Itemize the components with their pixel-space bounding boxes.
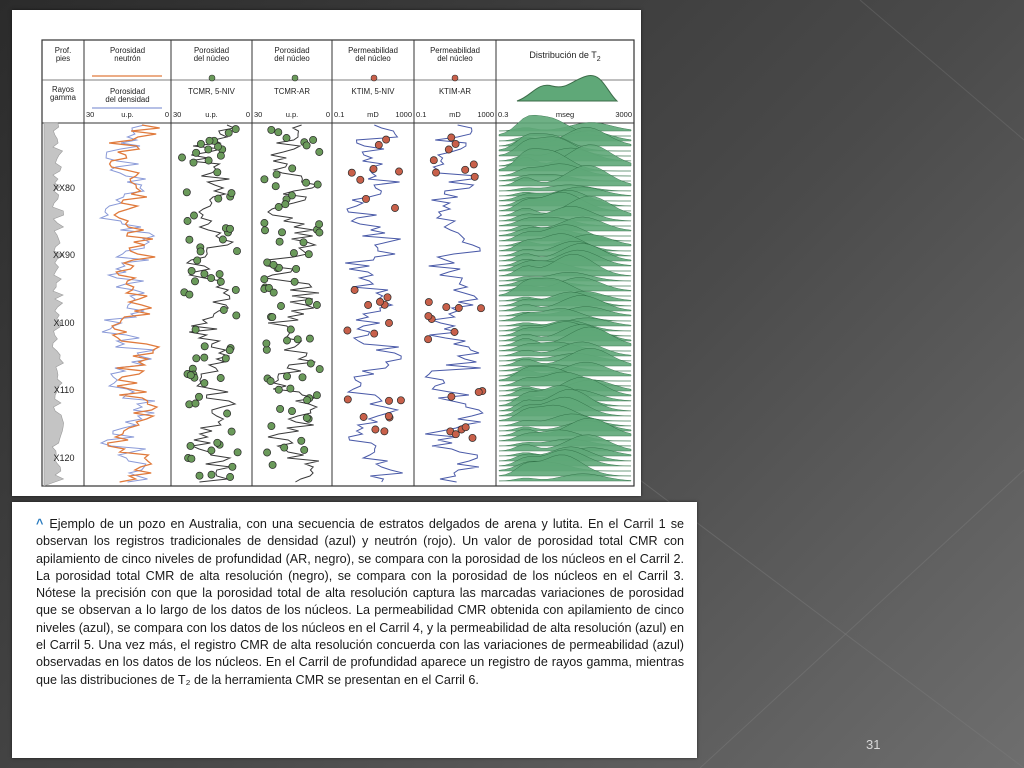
core-permeability-point: [443, 304, 450, 311]
core-permeability-point: [448, 134, 455, 141]
track-title: pies: [55, 54, 71, 63]
core-permeability-point: [425, 313, 432, 320]
track-title: del núcleo: [355, 54, 391, 63]
scale-min: 30: [254, 110, 263, 119]
scale-unit: u.p.: [285, 110, 299, 119]
core-porosity-point: [229, 463, 236, 470]
slide-number: 31: [866, 737, 881, 752]
core-porosity-point: [307, 360, 314, 367]
core-permeability-point: [391, 204, 398, 211]
core-porosity-point: [228, 428, 235, 435]
core-porosity-point: [192, 326, 199, 333]
track-title: Permeabilidad: [348, 46, 398, 55]
core-porosity-point: [281, 444, 288, 451]
depth-label: X110: [53, 385, 75, 395]
core-porosity-point: [232, 286, 239, 293]
core-permeability-point: [362, 195, 369, 202]
core-porosity-point: [214, 169, 221, 176]
core-permeability-point: [448, 393, 455, 400]
scale-max: 0: [325, 110, 330, 119]
core-porosity-point: [193, 355, 200, 362]
scale-unit: mD: [449, 110, 461, 119]
t2-distribution-icon: [517, 75, 617, 101]
scale-unit: u.p.: [205, 110, 218, 119]
core-porosity-point: [178, 154, 185, 161]
track-title: Prof.: [54, 46, 72, 55]
core-porosity-point: [205, 157, 212, 164]
core-porosity-point: [217, 152, 224, 159]
core-legend-dot: [371, 75, 377, 81]
core-permeability-point: [451, 328, 458, 335]
core-porosity-point: [294, 336, 301, 343]
track-subtitle: del densidad: [105, 95, 150, 104]
track-subtitle: TCMR, 5-NIV: [188, 87, 235, 96]
core-legend-dot: [292, 75, 298, 81]
core-permeability-point: [425, 336, 432, 343]
core-porosity-point: [275, 386, 282, 393]
core-porosity-point: [219, 236, 226, 243]
core-porosity-point: [263, 340, 270, 347]
core-permeability-point: [385, 319, 392, 326]
core-porosity-point: [201, 343, 208, 350]
core-porosity-point: [225, 129, 232, 136]
track-title: Porosidad: [109, 46, 146, 55]
track-subtitle: Porosidad: [109, 87, 146, 96]
scale-min: 0.1: [416, 110, 427, 119]
core-porosity-point: [268, 126, 275, 133]
core-permeability-point: [425, 299, 432, 306]
core-porosity-point: [304, 397, 311, 404]
track-subtitle: TCMR-AR: [274, 87, 310, 96]
core-porosity-point: [303, 179, 310, 186]
core-permeability-point: [470, 161, 477, 168]
core-permeability-point: [384, 294, 391, 301]
core-porosity-point: [227, 473, 234, 480]
track-subtitle: Rayos: [51, 85, 75, 94]
core-porosity-point: [228, 190, 235, 197]
core-porosity-point: [316, 366, 323, 373]
core-porosity-point: [205, 146, 212, 153]
core-permeability-point: [469, 434, 476, 441]
core-porosity-point: [277, 302, 284, 309]
scale-max: 1000: [395, 110, 412, 119]
core-porosity-point: [184, 217, 191, 224]
core-porosity-point: [313, 392, 320, 399]
depth-label: X100: [53, 318, 75, 328]
core-porosity-point: [278, 229, 285, 236]
core-porosity-point: [196, 472, 203, 479]
core-porosity-point: [269, 314, 276, 321]
neutron-curve: [108, 125, 160, 482]
core-permeability-point: [445, 146, 452, 153]
core-porosity-point: [226, 225, 233, 232]
core-porosity-point: [220, 306, 227, 313]
core-legend-dot: [452, 75, 458, 81]
scale-unit: u.p.: [121, 110, 134, 119]
core-porosity-point: [288, 408, 295, 415]
core-porosity-point: [275, 203, 282, 210]
core-permeability-point: [452, 431, 459, 438]
core-porosity-point: [261, 227, 268, 234]
core-porosity-point: [217, 278, 224, 285]
core-porosity-point: [291, 278, 298, 285]
caption-body: Ejemplo de un pozo en Australia, con una secuencia de estratos delgados de arena y lutita. En el Carril 1 se observan los registros tradicionales de densidad (azul) y neutrón (rojo). Un valor de porosidad total CMR con apilamiento de cinco niveles de profundidad (AR, negro), se compara con la porosidad de los núcleos en el Carril 2. La porosidad total CMR de alta resolución (negro), se compara con la porosidad de los núcleos en el Carril 3. Nótese la precisión con que la porosidad total de alta resolución captura las marcadas variaciones de porosidad que se observan a lo largo de los datos de los núcleos. La permeabilidad CMR obtenida con apilamiento de cinco niveles (azul), se compara con los datos de los núcleos en el Carril 4, y la permeabilidad de alta resolución (azul) en el Carril 5. Una vez más, el registro CMR de alta resolución concuerda con las variaciones de permeabilidad (azul) observadas en los datos de los núcleos. En el Carril de profundidad aparece un registro de rayos gamma, mientras que las distribuciones de T₂ de la herramienta CMR se presentan en el Carril 6.: [36, 517, 684, 687]
core-porosity-point: [314, 181, 321, 188]
core-porosity-point: [264, 449, 271, 456]
core-porosity-point: [187, 372, 194, 379]
depth-label: XX90: [52, 250, 76, 260]
core-porosity-point: [217, 374, 224, 381]
core-permeability-point: [432, 169, 439, 176]
scale-unit: mD: [367, 110, 379, 119]
scale-unit: mseg: [555, 110, 575, 119]
depth-label: X120: [53, 453, 75, 463]
scale-max: 1000: [477, 110, 494, 119]
core-porosity-point: [216, 271, 223, 278]
core-porosity-point: [233, 248, 240, 255]
core-permeability-point: [397, 397, 404, 404]
core-legend-dot: [209, 75, 215, 81]
track-title: Permeabilidad: [430, 46, 480, 55]
core-permeability-point: [471, 173, 478, 180]
well-log-figure: [12, 10, 641, 496]
core-permeability-point: [344, 327, 351, 334]
core-porosity-point: [261, 176, 268, 183]
core-porosity-point: [194, 257, 201, 264]
core-permeability-point: [365, 301, 372, 308]
scale-max: 0: [164, 110, 169, 119]
core-porosity-point: [270, 261, 277, 268]
core-permeability-point: [381, 428, 388, 435]
core-permeability-point: [371, 330, 378, 337]
core-permeability-point: [385, 413, 392, 420]
core-permeability-point: [462, 166, 469, 173]
track-title: del núcleo: [274, 54, 310, 63]
core-permeability-point: [462, 424, 469, 431]
core-porosity-point: [298, 437, 305, 444]
core-permeability-point: [344, 396, 351, 403]
core-porosity-point: [183, 189, 190, 196]
core-permeability-point: [477, 305, 484, 312]
core-porosity-point: [186, 236, 193, 243]
core-permeability-point: [385, 397, 392, 404]
core-permeability-point: [351, 286, 358, 293]
core-porosity-point: [195, 393, 202, 400]
scale-max: 3000: [615, 110, 632, 119]
core-porosity-point: [214, 439, 221, 446]
core-porosity-point: [222, 355, 229, 362]
track-subtitle: KTIM, 5-NIV: [351, 87, 395, 96]
caption-text: [36, 516, 684, 689]
core-permeability-point: [348, 169, 355, 176]
gamma-ray-curve: [44, 123, 64, 486]
core-porosity-point: [282, 201, 289, 208]
core-permeability-point: [370, 165, 377, 172]
core-porosity-point: [277, 405, 284, 412]
core-permeability-point: [430, 157, 437, 164]
tcmr-5niv-curve: [187, 125, 235, 482]
core-porosity-point: [269, 461, 276, 468]
core-porosity-point: [232, 126, 239, 133]
core-porosity-point: [272, 183, 279, 190]
core-porosity-point: [306, 335, 313, 342]
caption-panel: [12, 502, 697, 758]
core-porosity-point: [316, 148, 323, 155]
core-porosity-point: [190, 159, 197, 166]
core-porosity-point: [267, 378, 274, 385]
track-subtitle: KTIM-AR: [438, 87, 472, 96]
core-porosity-point: [305, 298, 312, 305]
core-porosity-point: [201, 270, 208, 277]
core-permeability-point: [395, 168, 402, 175]
core-porosity-point: [190, 212, 197, 219]
core-permeability-point: [455, 304, 462, 311]
core-porosity-point: [287, 385, 294, 392]
core-porosity-point: [188, 455, 195, 462]
core-porosity-point: [283, 337, 290, 344]
core-porosity-point: [270, 289, 277, 296]
scale-min: 0.3: [498, 110, 509, 119]
core-porosity-point: [313, 301, 320, 308]
core-permeability-point: [357, 176, 364, 183]
core-porosity-point: [197, 248, 204, 255]
core-porosity-point: [215, 195, 222, 202]
core-porosity-point: [206, 137, 213, 144]
track-title: del núcleo: [437, 54, 473, 63]
core-porosity-point: [289, 165, 296, 172]
scale-max: 0: [245, 110, 250, 119]
core-porosity-point: [273, 171, 280, 178]
core-porosity-point: [208, 447, 215, 454]
core-porosity-point: [276, 238, 283, 245]
core-porosity-point: [303, 414, 310, 421]
core-permeability-point: [475, 389, 482, 396]
core-permeability-point: [452, 140, 459, 147]
core-porosity-point: [275, 129, 282, 136]
core-porosity-point: [193, 149, 200, 156]
core-porosity-point: [290, 250, 297, 257]
core-porosity-point: [261, 276, 268, 283]
core-porosity-point: [208, 275, 215, 282]
core-permeability-point: [372, 426, 379, 433]
core-porosity-point: [186, 291, 193, 298]
core-porosity-point: [310, 136, 317, 143]
track-title: Distribución de $T_2$: [529, 50, 601, 63]
core-porosity-point: [287, 326, 294, 333]
core-porosity-point: [268, 423, 275, 430]
core-porosity-point: [234, 449, 241, 456]
core-porosity-point: [201, 380, 208, 387]
core-porosity-point: [197, 140, 204, 147]
core-permeability-point: [360, 413, 367, 420]
track-subtitle: gamma: [50, 93, 76, 102]
core-porosity-point: [233, 312, 240, 319]
core-porosity-point: [201, 354, 208, 361]
core-porosity-point: [299, 374, 306, 381]
depth-label: XX80: [52, 183, 76, 193]
core-porosity-point: [208, 471, 215, 478]
core-porosity-point: [187, 442, 194, 449]
core-porosity-point: [316, 221, 323, 228]
core-porosity-point: [293, 265, 300, 272]
core-porosity-point: [192, 400, 199, 407]
core-porosity-point: [316, 229, 323, 236]
core-permeability-point: [383, 136, 390, 143]
core-permeability-point: [375, 141, 382, 148]
caption-marker: ^: [36, 517, 44, 531]
core-porosity-point: [283, 134, 290, 141]
track-title: del núcleo: [193, 54, 230, 63]
core-porosity-point: [283, 373, 290, 380]
scale-min: 30: [86, 110, 95, 119]
track-title: Porosidad: [274, 46, 310, 55]
scale-min: 30: [173, 110, 182, 119]
core-porosity-point: [305, 251, 312, 258]
core-porosity-point: [188, 267, 195, 274]
well-log-chart: [12, 10, 641, 496]
core-porosity-point: [261, 219, 268, 226]
scale-min: 0.1: [334, 110, 345, 119]
core-porosity-point: [301, 446, 308, 453]
core-porosity-point: [224, 410, 231, 417]
track-title: neutrón: [114, 54, 141, 63]
core-permeability-point: [376, 298, 383, 305]
core-porosity-point: [191, 278, 198, 285]
core-porosity-point: [300, 239, 307, 246]
core-porosity-point: [303, 142, 310, 149]
track-title: Porosidad: [193, 46, 230, 55]
core-porosity-point: [226, 347, 233, 354]
